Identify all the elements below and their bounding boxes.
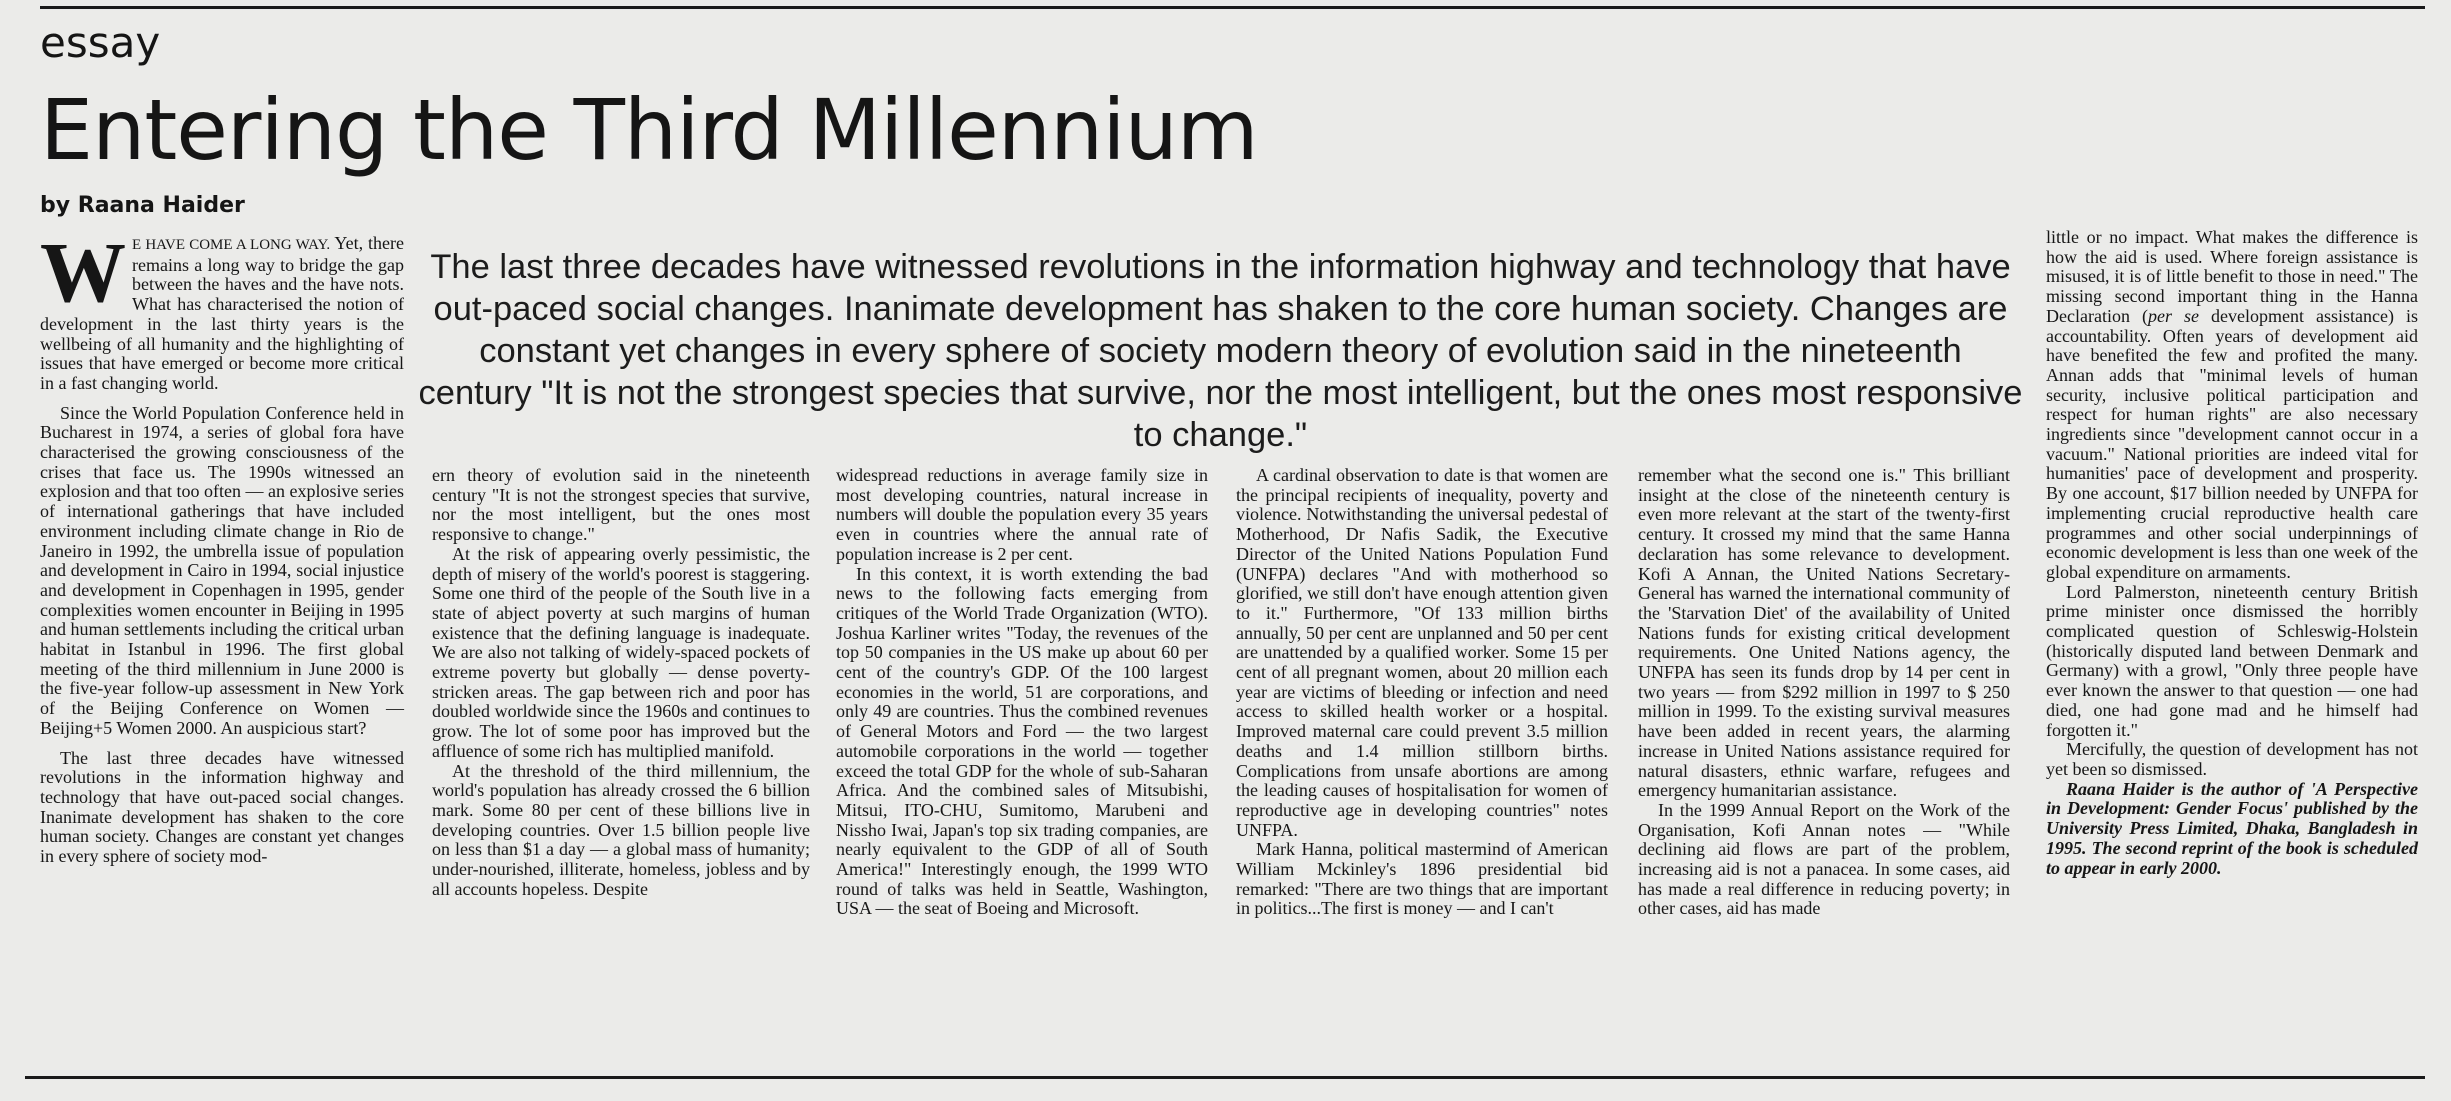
paragraph: At the threshold of the third millennium, the world's population has already crossed the 6 billion mark. Some 80 per cent of these billions live in developing countries. Over 1.5 billion people live on less than $1 a day — a global mass of humanity; under-nourished, illiterate, homeless, jobless and by all accounts hopeless. Despite [432,760,810,899]
paragraph-text: development assistance) is accountability. Often years of development aid have benefited the few and profited the many. Annan adds that "minimal levels of human security, inclusive political participation and respect for human rights" are also necessary ingredients since "development cannot occur in a vacuum." National priorities are indeed vital for humanities' pace of development and prosperity. By one account, $17 billion needed by UNFPA for implementing crucial reproductive health care programmes and other social underpinnings of economic development is less than one week of the global expenditure on armaments. [2046,305,2418,582]
column-6 [2046,228,2418,878]
column-4 [1236,466,1608,919]
paragraph: Mark Hanna, political mastermind of American William Mckinley's 1896 presidential bid remarked: "There are two things that are important in politics...The first is money — and I can't [1236,839,1608,919]
paragraph: At the risk of appearing overly pessimistic, the depth of misery of the world's poorest is staggering. Some one third of the people of the South live in a state of abject poverty at such margins of human existence that the defining language is inadequate. We are also not talking of widely-spaced pockets of extreme poverty but globally — dense poverty-stricken areas. The gap between rich and poor has doubled worldwide since the 1960s and continues to grow. The lot of some poor has improved but the affluence of some rich has multiplied manifold. [432,543,810,761]
paragraph: The last three decades have witnessed revolutions in the information highway and technology that have out-paced social changes. Inanimate development has shaken to the core human society. Changes are constant yet changes in every sphere of society mod- [40,747,404,867]
lead-paragraph [40,224,404,394]
lead-caps: E HAVE COME A LONG WAY. [132,237,331,253]
paragraph: Lord Palmerston, nineteenth century British prime minister once dismissed the horribly complicated question of Schleswig-Holstein (historically disputed land between Denmark and Germany) with a growl, "Only three people have ever known the answer to that question — one had died, one had gone mad and he himself had forgotten it." [2046,581,2418,740]
bottom-rule [25,1076,2425,1079]
paragraph: A cardinal observation to date is that women are the principal recipients of inequality, poverty and violence. Notwithstanding the universal pedestal of Motherhood, Dr Nafis Sadik, the Executive Director of the United Nations Population Fund (UNFPA) declares "And with motherhood so glorified, we still don't have enough attention given to it." Furthermore, "Of 133 million births annually, 50 per cent are unplanned and 50 per cent are unattended by a qualified worker. Some 15 per cent of all pregnant women, about 20 million each year are victims of bleeding or infection and need access to skilled health worker or a hospital. Improved maternal care could prevent 3.5 million deaths and 1.4 million stillborn births. Complications from unsafe abortions are among the leading causes of hospitalisation for women of reproductive age in developing countries" notes UNFPA. [1236,465,1608,840]
drop-cap: W [40,224,126,320]
byline: by Raana Haider [40,193,245,218]
paragraph: Since the World Population Conference held in Bucharest in 1974, a series of global fora have characterised the growing consciousness of the crises that face us. The 1990s witnessed an explosion and that too often — an explosive series of international gatherings that have included environment including climate change in Rio de Janeiro in 1992, the umbrella issue of population and development in Cairo in 1994, social injustice and development in Copenhagen in 1995, gender complexities women encounter in Beijing in 1995 and human settlements including the critical urban habitat in Istanbul in 1996. The first global meeting of the third millennium in June 2000 is the five-year follow-up assessment in New York of the Beijing Conference on Women — Beijing+5 Women 2000. An auspicious start? [40,402,404,738]
section-label: essay [40,18,161,67]
column-1 [40,224,404,867]
paragraph: In the 1999 Annual Report on the Work of the Organisation, Kofi Annan notes — "While declining aid flows are part of the problem, increasing aid is not a panacea. In some cases, aid has made a real difference in reducing poverty; in other cases, aid has made [1638,799,2010,919]
paragraph: ern theory of evolution said in the nineteenth century "It is not the strongest species that survive, nor the most intelligent, but the ones most responsive to change." [432,465,810,545]
italic-term: per se [2147,305,2199,326]
paragraph: Mercifully, the question of development has not yet been so dismissed. [2046,739,2418,779]
column-5 [1638,466,2010,919]
column-3 [836,466,1208,919]
paragraph-text: little or no impact. What makes the difference is how the aid is used. Where foreign assistance is misused, it is of little benefit to those in need." The missing second important thing in the Hanna Declaration ( [2046,227,2418,326]
author-credit: Raana Haider is the author of 'A Perspective in Development: Gender Focus' published by the University Press Limited, Dhaka, Bangladesh in 1995. The second reprint of the book is scheduled to appear in early 2000. [2046,778,2418,878]
lead-paragraph-text: Yet, there remains a long way to bridge the gap between the haves and the have nots. What has characterised the notion of development in the last thirty years is the wellbeing of all humanity and the highlighting of issues that have emerged or become more critical in a fast changing world. [40,233,404,393]
pull-quote: The last three decades have witnessed revolutions in the information highway and technology that have out-paced social changes. Inanimate development has shaken to the core human society. Changes are constant yet changes in every sphere of society modern theory of evolution said in the nineteenth century "It is not the strongest species that survive, nor the most intelligent, but the ones most responsive to change." [418,248,2023,454]
top-rule [40,6,2425,9]
paragraph [2046,228,2418,583]
article-headline: Entering the Third Millennium [40,81,1258,179]
paragraph: widespread reductions in average family size in most developing countries, natural increase in numbers will double the population every 35 years even in countries where the annual rate of population increase is 2 per cent. [836,465,1208,564]
column-2 [432,466,810,899]
paragraph: In this context, it is worth extending the bad news to the following facts emerging from critiques of the World Trade Organization (WTO). Joshua Karliner writes "Today, the revenues of the top 50 companies in the US make up about 60 per cent of the country's GDP. Of the 100 largest economies in the world, 51 are corporations, and only 49 are countries. Thus the combined revenues of General Motors and Ford — the two largest automobile corporations in the world — together exceed the total GDP for the whole of sub-Saharan Africa. And the combined sales of Mitsubishi, Mitsui, ITO-CHU, Sumitomo, Marubeni and Nissho Iwai, Japan's top six trading companies, are nearly equivalent to the GDP of all of South America!" Interestingly enough, the 1999 WTO round of talks was held in Seattle, Washington, USA — the seat of Boeing and Microsoft. [836,563,1208,919]
paragraph: remember what the second one is." This brilliant insight at the close of the nineteenth century is even more relevant at the start of the twenty-first century. It crossed my mind that the same Hanna declaration has some relevance to development. Kofi A Annan, the United Nations Secretary-General has warned the international community of the 'Starvation Diet' of the availability of United Nations funds for existing critical development requirements. One United Nations agency, the UNFPA has seen its funds drop by 14 per cent in two years — from $292 million in 1997 to $ 250 million in 1999. To the existing survival measures have been added in recent years, the alarming increase in United Nations assistance required for natural disasters, ethnic warfare, refugees and emergency humanitarian assistance. [1638,465,2010,801]
